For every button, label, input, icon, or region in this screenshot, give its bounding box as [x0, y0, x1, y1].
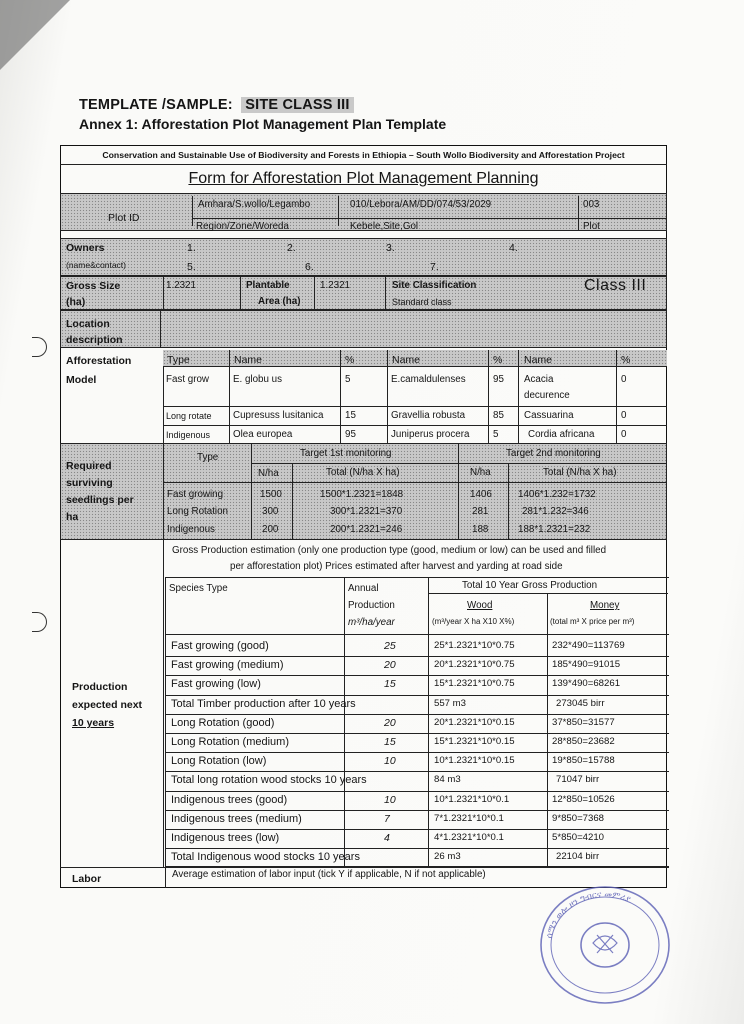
production-wood: 84 m3 [434, 774, 461, 786]
production-species: Fast growing (medium) [171, 659, 284, 672]
rule [428, 593, 668, 594]
production-species: Long Rotation (good) [171, 716, 275, 729]
production-money: 9*850=7368 [552, 812, 605, 824]
model-label: Afforestation [66, 355, 132, 367]
gross-unit: (ha) [66, 296, 86, 308]
folded-corner [0, 0, 70, 70]
production-species: Indigenous trees (good) [171, 793, 288, 806]
production-wood: 10*1.2321*10*0.1 [434, 793, 510, 805]
owner-number: 4. [509, 242, 518, 254]
annual-header: Production [348, 600, 395, 611]
seedling-type: Fast growing [167, 489, 224, 500]
rule [458, 443, 459, 540]
model-header-percent: % [493, 354, 503, 366]
seedling-n2: 188 [472, 524, 489, 535]
rule [165, 656, 669, 657]
gross-row [60, 276, 667, 310]
model-label-2: Model [66, 374, 97, 386]
seedlings-type-header: Type [197, 452, 219, 463]
seedling-n1: 200 [262, 524, 279, 535]
model-header-percent: % [621, 354, 631, 366]
owners-label: Owners [66, 242, 105, 254]
seedling-n1: 300 [262, 506, 279, 517]
plantable-unit: Area (ha) [258, 296, 301, 307]
rule [165, 848, 669, 849]
seedling-t1: 300*1.2321=370 [330, 506, 403, 517]
rule [165, 733, 669, 734]
rule [160, 310, 161, 348]
owner-number: 2. [287, 242, 296, 254]
seedlings-label: Required [66, 460, 112, 472]
model-header-name: Name [524, 354, 553, 366]
plot-id-label: Plot ID [108, 212, 140, 224]
seedling-n2: 1406 [470, 489, 492, 500]
site-classification-label: Site Classification [392, 280, 477, 291]
model-species: Olea europea [233, 429, 293, 440]
model-species: Juniperus procera [391, 429, 470, 440]
rule [163, 406, 667, 407]
seedling-t1: 200*1.2321=246 [330, 524, 403, 535]
production-label: 10 years [72, 717, 115, 729]
rule [163, 443, 164, 540]
seedling-type: Indigenous [167, 524, 215, 535]
production-annual: 4 [384, 832, 390, 844]
production-annual: 20 [384, 659, 396, 672]
production-note-2: per afforestation plot) Prices estimated after harvest and yarding at road side [230, 561, 563, 572]
production-wood: 26 m3 [434, 851, 461, 863]
rule [165, 695, 669, 696]
rule [251, 463, 667, 464]
model-species: Gravellia robusta [391, 410, 466, 421]
rule [165, 791, 669, 792]
model-percent: 0 [621, 410, 627, 421]
production-money: 19*850=15788 [552, 755, 615, 767]
official-stamp [537, 883, 673, 1007]
gross-value: 1.2321 [166, 280, 196, 291]
seedling-n2: 281 [472, 506, 489, 517]
gross-label: Gross Size [66, 280, 121, 292]
model-species: Acacia [524, 374, 554, 385]
model-type: Fast grow [166, 374, 210, 385]
production-annual: 10 [384, 793, 396, 806]
production-money: 12*850=10526 [552, 793, 615, 805]
production-species: Total long rotation wood stocks 10 years [171, 774, 367, 787]
location-label: Location [66, 318, 110, 330]
model-species: Cassuarina [524, 410, 574, 421]
model-species-cont: decurence [524, 390, 570, 401]
production-money: 139*490=68261 [552, 678, 621, 690]
owner-number: 6. [305, 261, 314, 273]
form-title: Form for Afforestation Plot Management Planning [188, 170, 539, 187]
rule [292, 463, 293, 540]
rule [387, 350, 388, 443]
production-wood: 557 m3 [434, 697, 466, 709]
location-row [60, 310, 667, 348]
production-annual: 15 [384, 678, 396, 691]
class-value: Class III [584, 277, 647, 294]
rule [314, 276, 315, 310]
model-header-name: Name [234, 354, 263, 366]
model-species: E. globu us [233, 374, 283, 385]
total-production-header: Total 10 Year Gross Production [462, 580, 598, 591]
model-percent: 0 [621, 429, 627, 440]
rule [165, 752, 669, 753]
production-money: 232*490=113769 [552, 640, 625, 651]
total-header: Total (N/ha X ha) [326, 467, 400, 478]
seedling-type: Long Rotation [167, 506, 229, 517]
production-money: 273045 birr [556, 697, 605, 709]
rule [163, 540, 164, 867]
seedling-t2: 1406*1.232=1732 [518, 489, 596, 500]
production-species: Indigenous trees (low) [171, 832, 280, 844]
production-wood: 20*1.2321*10*0.15 [434, 716, 515, 728]
production-annual: 15 [384, 736, 396, 748]
model-species: Cordia africana [528, 429, 595, 440]
production-note-1: Gross Production estimation (only one production type (good, medium or low) can be used and filled [172, 545, 607, 556]
production-species: Total Timber production after 10 years [171, 697, 356, 710]
production-wood: 10*1.2321*10*0.15 [434, 755, 515, 767]
model-percent: 95 [345, 429, 356, 440]
model-type: Long rotate [166, 411, 212, 421]
stamp-text: ሰሜን ወሎ ዞን ግብርና መምሪያ [544, 889, 632, 940]
labor-text: Average estimation of labor input (tick Y if applicable, N if not applicable) [172, 869, 486, 880]
seedling-t2: 188*1.2321=232 [518, 524, 591, 535]
kebele-label: Kebele,Site,Gol [350, 221, 419, 232]
rule [385, 276, 386, 310]
rule [240, 276, 241, 310]
owner-number: 5. [187, 261, 196, 273]
production-annual: 20 [384, 716, 396, 729]
total-header: Total (N/ha X ha) [543, 467, 617, 478]
annual-header: Annual [348, 583, 379, 594]
rule [165, 675, 669, 676]
model-percent: 85 [493, 410, 504, 421]
rule [192, 218, 666, 219]
production-wood: 25*1.2321*10*0.75 [434, 640, 515, 651]
plantable-label: Plantable [246, 280, 290, 291]
model-percent: 15 [345, 410, 356, 421]
rule [165, 810, 669, 811]
rule [163, 482, 667, 483]
owners-sublabel: (name&contact) [66, 260, 126, 270]
model-type: Indigenous [166, 430, 211, 440]
production-annual: 10 [384, 755, 396, 768]
production-annual: 25 [384, 640, 396, 652]
model-species: E.camaldulenses [391, 374, 466, 385]
model-header-percent: % [345, 354, 355, 366]
production-wood: 15*1.2321*10*0.75 [434, 678, 515, 690]
labor-label: Labor [72, 873, 102, 885]
model-percent: 5 [493, 429, 499, 440]
region-value: Amhara/S.wollo/Legambo [198, 199, 311, 210]
species-type-header: Species Type [169, 583, 228, 594]
nha-header: N/ha [470, 467, 491, 478]
target-2-header: Target 2nd monitoring [506, 448, 601, 459]
seedling-t2: 281*1.232=346 [522, 506, 589, 517]
rule [165, 829, 669, 830]
rule [616, 350, 617, 443]
rule [578, 196, 579, 231]
model-percent: 95 [493, 374, 504, 385]
project-line: Conservation and Sustainable Use of Biodiversity and Forests in Ethiopia – South Wollo Biodiversity and Afforestation Project [102, 150, 625, 160]
nha-header: N/ha [258, 468, 279, 479]
kebele-value: 010/Lebora/AM/DD/074/53/2029 [350, 199, 492, 210]
location-sublabel: description [66, 334, 123, 346]
production-species: Fast growing (good) [171, 640, 269, 652]
money-subheader: (total m³ X price per m³) [550, 617, 635, 626]
owner-number: 7. [430, 261, 439, 273]
production-wood: 15*1.2321*10*0.15 [434, 736, 515, 747]
seedling-n1: 1500 [260, 489, 282, 500]
money-header: Money [590, 600, 620, 611]
rule [344, 577, 345, 867]
rule [428, 577, 429, 867]
target-1-header: Target 1st monitoring [300, 448, 392, 459]
production-species: Long Rotation (low) [171, 755, 267, 768]
owner-number: 3. [386, 242, 395, 254]
owners-row [60, 238, 667, 276]
wood-subheader: (m³/year X ha X10 X%) [432, 617, 515, 626]
rule [165, 867, 166, 888]
model-header-type: Type [167, 354, 190, 366]
plantable-value: 1.2321 [320, 280, 350, 291]
seedling-t1: 1500*1.2321=1848 [320, 489, 404, 500]
production-species: Total Indigenous wood stocks 10 years [171, 851, 360, 864]
standard-class-label: Standard class [392, 297, 452, 307]
production-wood: 20*1.2321*10*0.75 [434, 659, 515, 671]
production-money: 28*850=23682 [552, 736, 615, 747]
production-label: expected next [72, 699, 143, 711]
svg-text:ሰሜን ወሎ ዞን ግብርና መምሪያ [545, 890, 633, 939]
model-percent: 0 [621, 374, 627, 385]
model-species: Cupresuss lusitanica [233, 410, 324, 421]
rule [163, 276, 164, 310]
annual-header: m³/ha/year [348, 617, 395, 628]
production-species: Long Rotation (medium) [171, 736, 290, 748]
model-percent: 5 [345, 374, 351, 385]
production-money: 37*850=31577 [552, 716, 615, 728]
rule [165, 771, 669, 772]
seedlings-label: surviving [66, 477, 113, 489]
seedlings-label: seedlings per [66, 494, 134, 506]
rule [251, 443, 252, 540]
production-money: 71047 birr [556, 774, 600, 786]
rule [60, 164, 667, 165]
region-label: Region/Zone/Woreda [196, 221, 289, 232]
rule [508, 463, 509, 540]
rule [165, 714, 669, 715]
production-species: Indigenous trees (medium) [171, 812, 302, 825]
seedlings-label: ha [66, 511, 79, 523]
owner-number: 1. [187, 242, 196, 254]
annex-title: Annex 1: Afforestation Plot Management Plan Template [79, 116, 447, 132]
production-label: Production [72, 681, 128, 693]
rule [518, 350, 519, 443]
wood-header: Wood [467, 600, 493, 611]
production-money: 22104 birr [556, 851, 600, 863]
site-class-heading: SITE CLASS III [241, 97, 353, 113]
rule [165, 634, 669, 635]
production-wood: 7*1.2321*10*0.1 [434, 812, 504, 824]
production-wood: 4*1.2321*10*0.1 [434, 832, 504, 843]
rule [163, 425, 667, 426]
template-heading: TEMPLATE /SAMPLE: SITE CLASS III [79, 97, 354, 113]
plot-label: Plot [583, 221, 600, 232]
production-money: 5*850=4210 [552, 832, 605, 843]
plot-value: 003 [583, 199, 600, 210]
production-annual: 7 [384, 812, 390, 825]
rule [60, 867, 667, 868]
production-money: 185*490=91015 [552, 659, 621, 671]
production-species: Fast growing (low) [171, 678, 261, 691]
model-header-name: Name [392, 354, 421, 366]
rule [229, 350, 230, 443]
rule [340, 350, 341, 443]
rule [488, 350, 489, 443]
